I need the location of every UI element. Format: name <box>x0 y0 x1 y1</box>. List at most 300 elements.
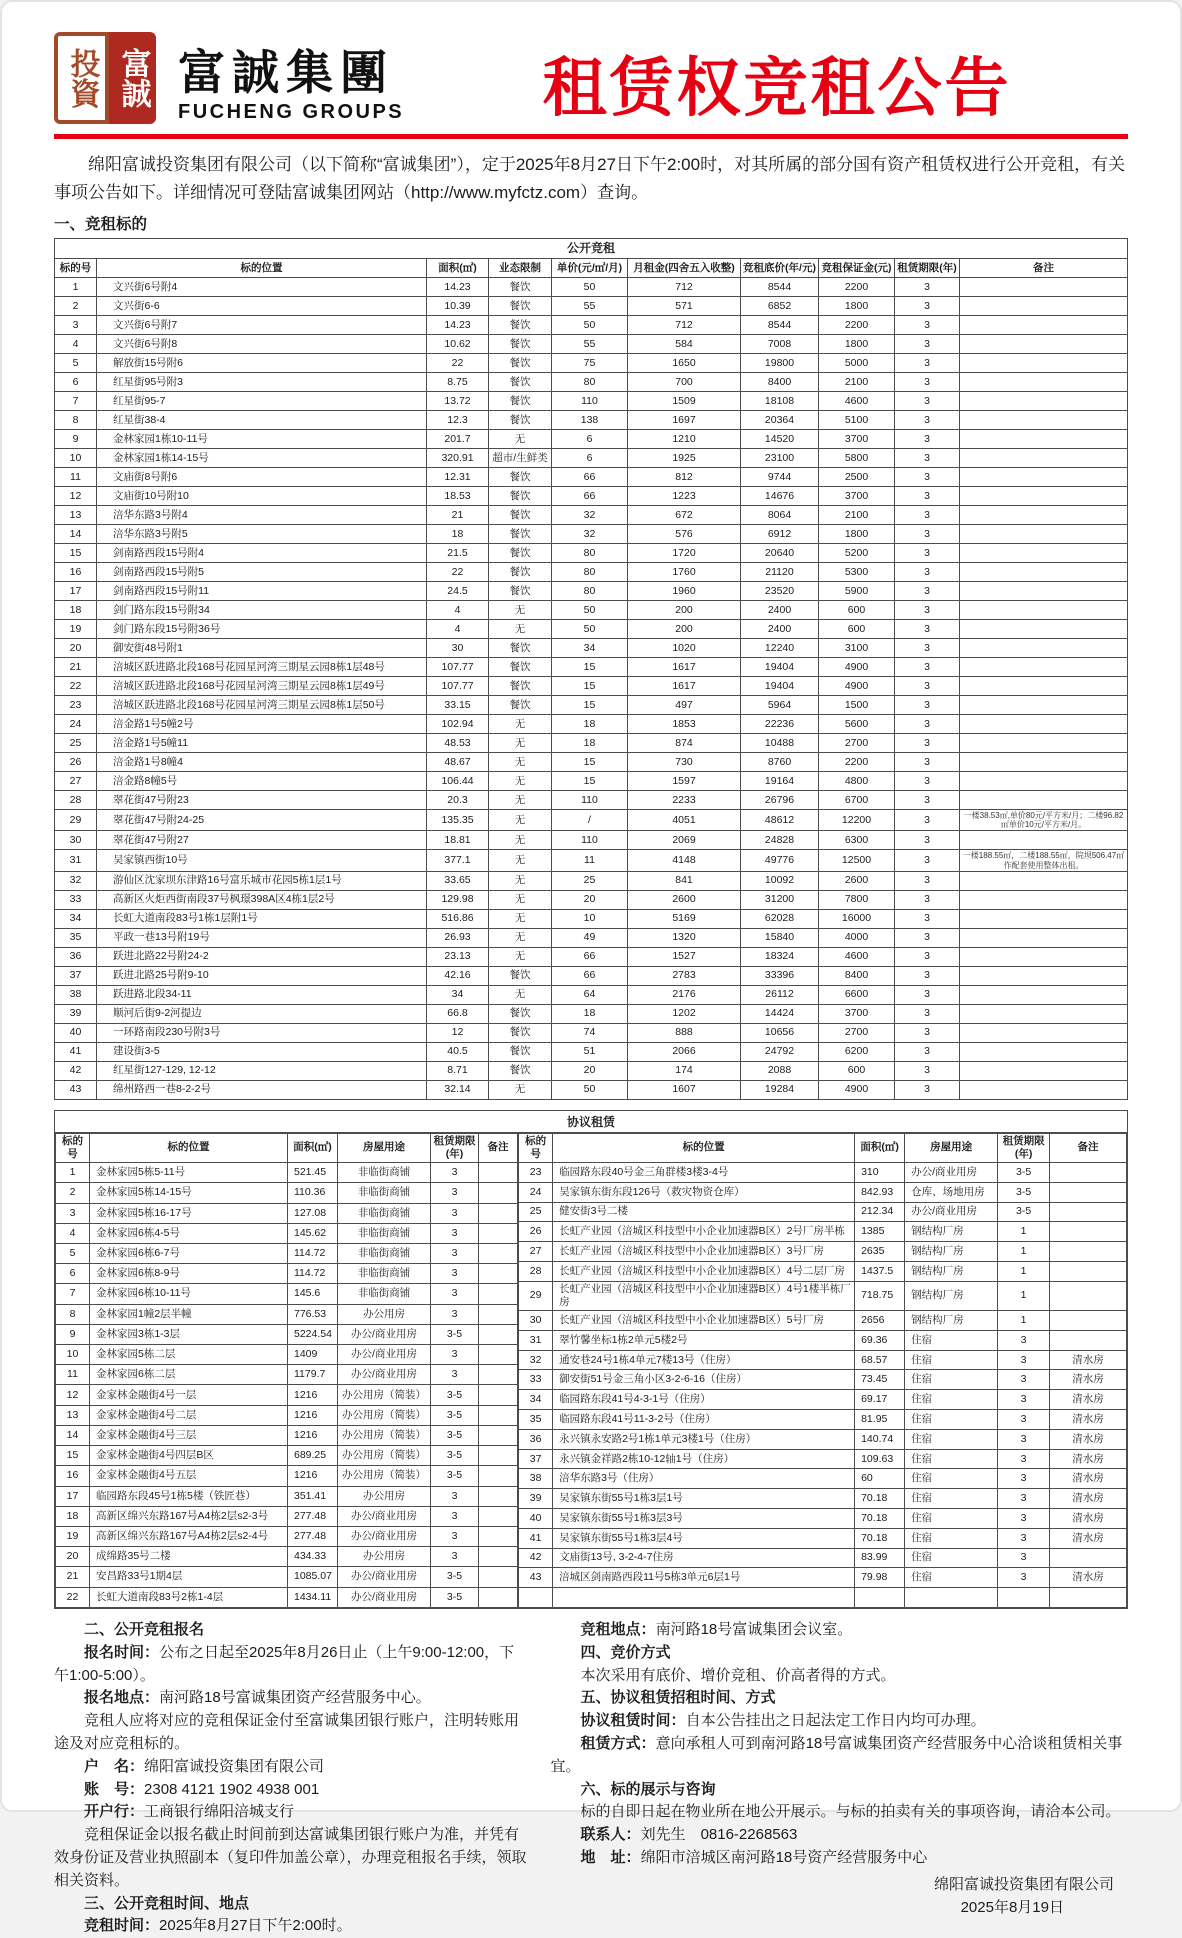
table-cell: 无 <box>489 871 552 890</box>
table-cell: 1 <box>998 1281 1050 1310</box>
table-cell: 1216 <box>288 1425 338 1445</box>
table-cell: 28 <box>519 1262 553 1282</box>
table-cell: 19164 <box>741 772 819 791</box>
table-cell: 红星街127-129, 12-12 <box>97 1061 427 1080</box>
table-cell: 3 <box>431 1345 479 1365</box>
table-cell: 安昌路33号1期4层 <box>90 1567 288 1587</box>
table-cell: 34 <box>552 639 628 658</box>
table-cell: 19800 <box>741 354 819 373</box>
column-header: 竞租底价(年/元) <box>741 259 819 278</box>
intro-paragraph: 绵阳富诚投资集团有限公司（以下简称“富诚集团”），定于2025年8月27日下午2:00时，对其所属的部分国有资产租赁权进行公开竞租，有关事项公告如下。详细情况可登陆富诚集团网站（http://www.myfctz.com）查询。 <box>54 155 1126 202</box>
table-cell: 高新区绵兴东路167号A4栋2层s2-3号 <box>90 1506 288 1526</box>
table-cell: 8.71 <box>427 1061 489 1080</box>
table-cell: 18 <box>552 734 628 753</box>
table-row <box>55 639 1128 658</box>
logo-block <box>178 47 405 124</box>
table-cell: 1385 <box>855 1222 905 1242</box>
table-cell: 6200 <box>819 1042 895 1061</box>
table-cell <box>479 1486 518 1506</box>
table-cell: 21 <box>56 1567 90 1587</box>
table-cell: 2233 <box>628 791 741 810</box>
table-cell <box>1050 1330 1127 1350</box>
table-row <box>519 1588 1127 1608</box>
table-cell: 13 <box>55 506 97 525</box>
table-cell: 107.77 <box>427 677 489 696</box>
table-cell: 70.18 <box>855 1528 905 1548</box>
table-cell: 餐饮 <box>489 639 552 658</box>
table-row <box>55 354 1128 373</box>
table-row <box>519 1350 1127 1370</box>
table-cell: 50 <box>552 1080 628 1099</box>
table-cell: 金林家园6栋二层 <box>90 1365 288 1385</box>
table-row <box>56 1486 518 1506</box>
table-cell: 红星街95号附3 <box>97 373 427 392</box>
paragraph: 竞租地点：南河路18号富诚集团会议室。 <box>580 1621 853 1639</box>
table-cell: 涪华东路3号附4 <box>97 506 427 525</box>
paragraph: 竞租时间：2025年8月27日下午2:00时。 <box>84 1917 352 1935</box>
table-cell: 3 <box>895 506 960 525</box>
table-cell: 长虹产业园（涪城区科技型中小企业加速器B区）3号厂房 <box>553 1242 855 1262</box>
table-cell: 办公用房（简装） <box>338 1446 431 1466</box>
table-cell: 39 <box>55 1004 97 1023</box>
table-cell: 临园路东段45号1栋5楼（铁匠巷） <box>90 1486 288 1506</box>
table-cell: 住宿 <box>905 1370 998 1390</box>
table-cell <box>960 890 1128 909</box>
table-cell: 841 <box>628 871 741 890</box>
table-cell: 13 <box>56 1405 90 1425</box>
table-cell: 730 <box>628 753 741 772</box>
table-cell: 绵州路西一巷8-2-2号 <box>97 1080 427 1099</box>
table-cell: 110 <box>552 831 628 850</box>
table-cell: 1179.7 <box>288 1365 338 1385</box>
table-cell: 12.31 <box>427 468 489 487</box>
table-row <box>519 1311 1127 1331</box>
table-cell: 55 <box>552 297 628 316</box>
table-cell: 2656 <box>855 1311 905 1331</box>
table-cell: 餐饮 <box>489 525 552 544</box>
table-cell: 非临街商铺 <box>338 1284 431 1304</box>
paragraph: 绵阳富诚投资集团有限公司 <box>933 1875 1114 1893</box>
table-cell: 清水房 <box>1050 1429 1127 1449</box>
table-cell: 15 <box>55 544 97 563</box>
table-cell: 12200 <box>819 810 895 831</box>
table-cell: 金林家园1幢2层半幢 <box>90 1304 288 1324</box>
table-cell: 1320 <box>628 928 741 947</box>
table-cell: 24 <box>519 1182 553 1202</box>
table-row <box>55 772 1128 791</box>
company-seal <box>54 32 156 124</box>
table-cell: 1617 <box>628 677 741 696</box>
table-cell: 6912 <box>741 525 819 544</box>
table-cell: 金林家园3栋1-3层 <box>90 1324 288 1344</box>
table-cell: 75 <box>552 354 628 373</box>
table-row <box>55 928 1128 947</box>
table-cell: 19404 <box>741 677 819 696</box>
table-cell: 金林家园5栋5-11号 <box>90 1163 288 1183</box>
table-row <box>56 1506 518 1526</box>
table-cell: 7800 <box>819 890 895 909</box>
table-row <box>55 871 1128 890</box>
table-cell: 8064 <box>741 506 819 525</box>
table-cell <box>960 1080 1128 1099</box>
table-cell: 餐饮 <box>489 582 552 601</box>
table-cell: 钢结构厂房 <box>905 1242 998 1262</box>
table-cell: 游仙区沈家坝东津路16号富乐城市花园5栋1层1号 <box>97 871 427 890</box>
table-cell: 餐饮 <box>489 1061 552 1080</box>
table-cell: 解放街15号附6 <box>97 354 427 373</box>
table-cell: 文兴街6号附4 <box>97 278 427 297</box>
table-cell: 200 <box>628 601 741 620</box>
table-cell: 14424 <box>741 1004 819 1023</box>
table-cell: 住宿 <box>905 1429 998 1449</box>
table-cell: 3-5 <box>431 1405 479 1425</box>
table-cell: 50 <box>552 316 628 335</box>
table-cell: 22 <box>56 1587 90 1607</box>
table-cell: 79.98 <box>855 1568 905 1588</box>
table-cell <box>960 487 1128 506</box>
table-cell: 钢结构厂房 <box>905 1281 998 1310</box>
table-cell: 21120 <box>741 563 819 582</box>
table-cell: 127.08 <box>288 1203 338 1223</box>
table-cell: 24 <box>55 715 97 734</box>
table-cell: 清水房 <box>1050 1528 1127 1548</box>
table-cell: 非临街商铺 <box>338 1183 431 1203</box>
table-cell <box>479 1567 518 1587</box>
column-header: 面积(㎡) <box>427 259 489 278</box>
table-cell: 涪城区跃进路北段168号花园星河湾三期星云园8栋1层48号 <box>97 658 427 677</box>
table-cell: 超市/生鲜类 <box>489 449 552 468</box>
table-row <box>55 316 1128 335</box>
table-cell: 4 <box>427 601 489 620</box>
table-cell: 2100 <box>819 506 895 525</box>
table-cell: 3 <box>431 1243 479 1263</box>
table-cell <box>479 1284 518 1304</box>
column-header: 备注 <box>1050 1133 1127 1162</box>
table-cell <box>960 1004 1128 1023</box>
table-cell: 25 <box>519 1202 553 1222</box>
logo-chinese: 富誠集團 <box>178 47 394 100</box>
table-cell: 建设街3-5 <box>97 1042 427 1061</box>
table-cell: 3700 <box>819 1004 895 1023</box>
table-cell: 1925 <box>628 449 741 468</box>
table-cell: 无 <box>489 753 552 772</box>
table-cell: 10488 <box>741 734 819 753</box>
table-cell: 剑南路西段15号附11 <box>97 582 427 601</box>
table-cell: 1 <box>998 1262 1050 1282</box>
table-cell: 80 <box>552 582 628 601</box>
table-cell: 18 <box>552 715 628 734</box>
table-cell: 3 <box>895 354 960 373</box>
table-cell: 200 <box>628 620 741 639</box>
table-cell: 无 <box>489 890 552 909</box>
column-header: 标的号 <box>56 1133 90 1162</box>
table-cell: 12.3 <box>427 411 489 430</box>
table-cell: 110 <box>552 791 628 810</box>
table-cell: 住宿 <box>905 1390 998 1410</box>
table-cell: 金林家园6栋4-5号 <box>90 1223 288 1243</box>
table-row <box>56 1385 518 1405</box>
table-cell: 3 <box>431 1486 479 1506</box>
table-cell: 餐饮 <box>489 392 552 411</box>
table-cell: 3 <box>998 1449 1050 1469</box>
table-cell: 清水房 <box>1050 1489 1127 1509</box>
table-cell: 剑南路西段15号附5 <box>97 563 427 582</box>
table-cell: 3100 <box>819 639 895 658</box>
table-row <box>55 658 1128 677</box>
negotiated-table-left <box>55 1133 518 1608</box>
table-cell: 长虹大道南段83号2栋1-4层 <box>90 1587 288 1607</box>
column-header: 业态限制 <box>489 259 552 278</box>
table-cell: 住宿 <box>905 1469 998 1489</box>
table-cell: 114.72 <box>288 1243 338 1263</box>
table-cell <box>479 1183 518 1203</box>
table-cell: 23.13 <box>427 947 489 966</box>
column-header: 租赁期限(年) <box>431 1133 479 1162</box>
table-cell: 277.48 <box>288 1506 338 1526</box>
table-cell: 212.34 <box>855 1202 905 1222</box>
table-cell: 21 <box>427 506 489 525</box>
table-cell: 351.41 <box>288 1486 338 1506</box>
table-cell: 4600 <box>819 947 895 966</box>
bottom-left-column <box>54 1619 527 1938</box>
table-cell: 32 <box>55 871 97 890</box>
table-cell: 2700 <box>819 734 895 753</box>
table-cell: 永兴镇永安路2号1栋1单元3楼1号（住房） <box>553 1429 855 1449</box>
table-row <box>56 1304 518 1324</box>
table-cell: 23520 <box>741 582 819 601</box>
table-cell: 5000 <box>819 354 895 373</box>
table-cell <box>960 620 1128 639</box>
table-row <box>55 449 1128 468</box>
table-cell: 3 <box>998 1370 1050 1390</box>
table-cell: 非临街商铺 <box>338 1163 431 1183</box>
table-cell <box>1050 1588 1127 1608</box>
table-cell: 办公/商业用房 <box>338 1527 431 1547</box>
table-cell: 66 <box>552 966 628 985</box>
table-cell: 22 <box>427 563 489 582</box>
table-cell: 3-5 <box>431 1324 479 1344</box>
table-cell: 翠花街47号附23 <box>97 791 427 810</box>
table-cell: 107.77 <box>427 658 489 677</box>
table-cell: 清水房 <box>1050 1390 1127 1410</box>
table-cell: 1760 <box>628 563 741 582</box>
table-cell <box>479 1446 518 1466</box>
table-cell: 涪华东路3号（住房） <box>553 1469 855 1489</box>
table-cell: 办公/商业用房 <box>338 1324 431 1344</box>
table-cell: 19 <box>56 1527 90 1547</box>
table-cell: 66 <box>552 487 628 506</box>
table-cell <box>960 373 1128 392</box>
table-cell: 576 <box>628 525 741 544</box>
table-cell: 无 <box>489 810 552 831</box>
table-cell: 红星街95-7 <box>97 392 427 411</box>
table-cell: 金家林金融街4号四层B区 <box>90 1446 288 1466</box>
table-row <box>519 1528 1127 1548</box>
table-cell: 8400 <box>819 966 895 985</box>
table-cell: 310 <box>855 1163 905 1183</box>
table-cell: 64 <box>552 985 628 1004</box>
table-row <box>519 1509 1127 1529</box>
table-cell: 文庙街13号, 3-2-4-7住房 <box>553 1548 855 1568</box>
bottom-text <box>54 1619 1128 1938</box>
table-cell: 3 <box>895 620 960 639</box>
table-cell: 7 <box>56 1284 90 1304</box>
table-cell: 8400 <box>741 373 819 392</box>
table-cell: 餐饮 <box>489 696 552 715</box>
table-cell <box>1050 1311 1127 1331</box>
table-cell: 3 <box>431 1527 479 1547</box>
table-cell: 18.81 <box>427 831 489 850</box>
table-cell: 110.36 <box>288 1183 338 1203</box>
table-row <box>55 909 1128 928</box>
table-cell: 3 <box>895 335 960 354</box>
negotiated-lease-table <box>54 1110 1128 1609</box>
table-cell <box>479 1425 518 1445</box>
table-cell: 涪金路1号5幢2号 <box>97 715 427 734</box>
table-cell: 3 <box>895 392 960 411</box>
table-cell: 888 <box>628 1023 741 1042</box>
table-cell: 住宿 <box>905 1568 998 1588</box>
table-cell: 34 <box>55 909 97 928</box>
table-cell: 14.23 <box>427 316 489 335</box>
table-cell: 无 <box>489 1080 552 1099</box>
table-cell: 15 <box>552 753 628 772</box>
table-cell: 145.6 <box>288 1284 338 1304</box>
table-row <box>55 278 1128 297</box>
table-cell: 66 <box>552 468 628 487</box>
table-cell: 1437.5 <box>855 1262 905 1282</box>
table-cell: 1800 <box>819 525 895 544</box>
table-cell: 2 <box>55 297 97 316</box>
table-cell: 9 <box>56 1324 90 1344</box>
table-row <box>55 544 1128 563</box>
table-cell: 19284 <box>741 1080 819 1099</box>
table-cell: 3 <box>998 1509 1050 1529</box>
table-cell: 3-5 <box>431 1425 479 1445</box>
open-bidding-head <box>55 239 1128 259</box>
table-cell: 19404 <box>741 658 819 677</box>
table-cell: 10092 <box>741 871 819 890</box>
table-cell: 14676 <box>741 487 819 506</box>
paragraph: 地 址：绵阳市涪城区南河路18号资产经营服务中心 <box>580 1849 928 1867</box>
table-cell: 3-5 <box>998 1202 1050 1222</box>
table-cell: 21 <box>55 658 97 677</box>
table-row <box>55 715 1128 734</box>
table-cell: 无 <box>489 850 552 871</box>
table-cell: 23100 <box>741 449 819 468</box>
table-cell: 3 <box>895 928 960 947</box>
table-cell <box>479 1163 518 1183</box>
table-cell: 1800 <box>819 297 895 316</box>
table-cell: 80 <box>552 544 628 563</box>
table-cell: 1 <box>998 1311 1050 1331</box>
table-cell: 餐饮 <box>489 487 552 506</box>
table-row <box>55 620 1128 639</box>
table-cell: 712 <box>628 278 741 297</box>
table-title-row <box>55 239 1128 259</box>
table-row <box>56 1567 518 1587</box>
table-cell: 吴家镇东街55号1栋3层3号 <box>553 1509 855 1529</box>
table-cell: 68.57 <box>855 1350 905 1370</box>
table-cell: 15 <box>552 772 628 791</box>
table-cell: 跃进路北段34-11 <box>97 985 427 1004</box>
table-cell: 50 <box>552 601 628 620</box>
table-row <box>55 1023 1128 1042</box>
table-cell: 1960 <box>628 582 741 601</box>
table-cell: 3-5 <box>431 1567 479 1587</box>
table-cell: 翠花街47号附24-25 <box>97 810 427 831</box>
table-cell: 3 <box>895 525 960 544</box>
table-cell: 3 <box>431 1304 479 1324</box>
table-row <box>56 1405 518 1425</box>
table-cell: 33.65 <box>427 871 489 890</box>
table-cell <box>960 468 1128 487</box>
table-cell: 16000 <box>819 909 895 928</box>
table-cell: 清水房 <box>1050 1350 1127 1370</box>
table-cell: 3 <box>998 1548 1050 1568</box>
table-cell: 18.53 <box>427 487 489 506</box>
table-row <box>55 1042 1128 1061</box>
table-cell: 17 <box>56 1486 90 1506</box>
table-row <box>56 1425 518 1445</box>
table-cell: 餐饮 <box>489 354 552 373</box>
table-row <box>55 1004 1128 1023</box>
table-cell: 涪金路8幢5号 <box>97 772 427 791</box>
table-cell: 3 <box>895 677 960 696</box>
table-cell <box>960 544 1128 563</box>
table-cell <box>998 1588 1050 1608</box>
table-row <box>55 335 1128 354</box>
table-cell: 15840 <box>741 928 819 947</box>
table-cell: 16 <box>56 1466 90 1486</box>
table-cell: 18 <box>55 601 97 620</box>
paragraph: 竞租人应将对应的竞租保证金付至富诚集团银行账户，注明转账用途及对应竞租标的。 <box>54 1712 520 1753</box>
table-row <box>56 1547 518 1567</box>
column-header: 备注 <box>960 259 1128 278</box>
table-cell: 2700 <box>819 1023 895 1042</box>
table-cell: 1 <box>998 1242 1050 1262</box>
table-cell: 餐饮 <box>489 278 552 297</box>
table-cell: 3 <box>895 947 960 966</box>
table-cell: 3 <box>895 715 960 734</box>
table-cell: 8 <box>56 1304 90 1324</box>
table-cell <box>960 831 1128 850</box>
table-cell <box>960 1023 1128 1042</box>
table-cell: 3700 <box>819 487 895 506</box>
table-cell: 3 <box>895 468 960 487</box>
table-cell: 434.33 <box>288 1547 338 1567</box>
table-cell: 38 <box>55 985 97 1004</box>
table-cell: 剑门路东段15号附34 <box>97 601 427 620</box>
table-cell: 1597 <box>628 772 741 791</box>
table-cell: 金林家园5栋14-15号 <box>90 1183 288 1203</box>
table-cell: 住宿 <box>905 1528 998 1548</box>
table-cell: 3 <box>431 1183 479 1203</box>
table-row <box>519 1242 1127 1262</box>
table-row <box>55 966 1128 985</box>
table-row <box>56 1183 518 1203</box>
table-cell: 377.1 <box>427 850 489 871</box>
table-cell: 餐饮 <box>489 966 552 985</box>
table-row <box>56 1284 518 1304</box>
table-cell: 金家林金融街4号五层 <box>90 1466 288 1486</box>
table-row <box>519 1202 1127 1222</box>
table-cell: 仓库、场地用房 <box>905 1182 998 1202</box>
table-cell: 3 <box>895 810 960 831</box>
table-cell: 5169 <box>628 909 741 928</box>
table-row <box>56 1466 518 1486</box>
table-cell: 81.95 <box>855 1410 905 1430</box>
